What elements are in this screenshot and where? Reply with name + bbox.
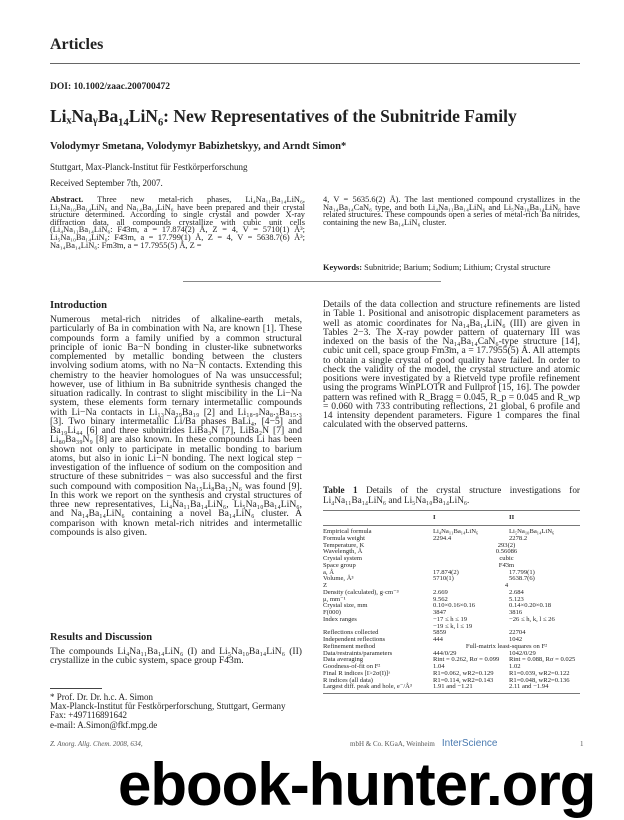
footnote-line: Fax: +497116891642: [50, 710, 127, 721]
introduction-section: [50, 300, 302, 537]
row-label: Reflections collected: [323, 629, 379, 637]
cell-ii: −26 ≤ h, k, l ≤ 26: [509, 615, 555, 623]
row-label: Refinement method: [323, 642, 376, 650]
cell-ii: Rint = 0.088, Rσ = 0.025: [509, 656, 576, 664]
row-label: Largest diff. peak and hole, e⁻/Å³: [323, 683, 412, 691]
cell-i: Rint = 0.262, Rσ = 0.099: [433, 656, 500, 664]
cell-shared: 293(2): [497, 541, 516, 549]
abstract-right: 4, V = 5635.6(2) Å). The last mentioned compound crystallizes in the Na₁₄Ba₁₄CaN₆ type, and both Li₄Na₁₁Ba₁₄LiN₆ and Li₅Na₁₀Ba₁₄LiN₆ have related structures. These compounds open a series of metal-rich Ba nitrides, containing the new Ba₁₄LiN₆ cluster.: [323, 195, 580, 227]
row-label: R indices (all data): [323, 676, 373, 684]
authors: Volodymyr Smetana, Volodymyr Babizhetskyy, and Arndt Simon*: [50, 141, 347, 152]
cell-i: 3847: [433, 609, 447, 616]
cell-shared: 0.56086: [495, 548, 518, 556]
row-label: Space group: [323, 561, 356, 569]
cell-ii: 17.799(1): [509, 568, 535, 576]
table-row: [323, 684, 580, 691]
row-label: Density (calculated), g·cm⁻³: [323, 588, 399, 596]
journal-citation: Z. Anorg. Allg. Chem. 2008, 634,: [50, 740, 143, 748]
cell-ii: Li₅Na₁₀Ba₁₄LiN₆: [509, 528, 555, 535]
results-section: [50, 632, 302, 666]
footnote-line: * Prof. Dr. Dr. h.c. A. Simon: [50, 692, 154, 702]
cell-i: 1.04: [433, 663, 445, 670]
row-label: Data/restraints/parameters: [323, 649, 393, 657]
cell-i: Li₄Na₁₁Ba₁₄LiN₆: [433, 528, 479, 535]
cell-i: −17 ≤ h ≤ 19: [433, 615, 468, 623]
cell-ii: 2.684: [509, 588, 524, 596]
row-label: Wavelength, Å: [323, 548, 363, 556]
table-caption: [323, 486, 580, 505]
table-label: Table 1: [323, 485, 358, 495]
cell-i: 444/0/29: [433, 649, 457, 657]
doi[interactable]: DOI: 10.1002/zaac.200700472: [50, 82, 171, 92]
row-label: Crystal system: [323, 555, 363, 562]
footnote-rule: [50, 688, 102, 689]
row-label: a, Å: [323, 568, 334, 576]
row-label: Independent reflections: [323, 636, 386, 643]
cell-ii: 2.11 and −1.94: [509, 683, 549, 691]
interscience-logo: InterScience: [441, 738, 498, 749]
cell-shared: cubic: [499, 555, 514, 562]
cell-shared: 4: [504, 582, 509, 589]
abstract-separator: [183, 281, 441, 282]
cell-i: 9.562: [433, 595, 448, 603]
row-label: Volume, Å³: [323, 575, 354, 583]
cell-ii: 0.14×0.20×0.18: [509, 602, 552, 610]
affiliation: Stuttgart, Max-Planck-Institut für Festkörperforschung: [50, 162, 248, 172]
cell-i: R1=0.062, wR2=0.129: [433, 669, 494, 677]
abstract-label: Abstract.: [50, 195, 84, 204]
cell-i: 1.91 and −1.21: [433, 683, 473, 691]
cell-i: 5710(1): [433, 575, 454, 583]
row-label: Index ranges: [323, 615, 357, 623]
table-caption-text: Details of the crystal structure investigations for Li₄Na₁₁Ba₁₄LiN₆ and Li₅Na₁₀Ba₁₄LiN₆.: [323, 485, 580, 505]
footnote: [50, 693, 302, 730]
table-1: [323, 510, 580, 694]
row-label: μ, mm⁻¹: [323, 595, 346, 603]
row-label: Goodness-of-fit on F²: [323, 663, 381, 670]
cell-ii: 2278.2: [509, 534, 528, 542]
row-label: Z: [323, 582, 328, 589]
page-number: 1: [580, 740, 584, 748]
keywords-text: Subnitride; Barium; Sodium; Lithium; Crystal structure: [362, 263, 551, 272]
cell-ii: 3816: [509, 609, 523, 616]
table-row: [323, 576, 580, 583]
row-label: Data averaging: [323, 656, 364, 664]
abstract-left: [50, 196, 305, 249]
table-body: [323, 526, 580, 693]
cell-i: 0.10×0.16×0.16: [433, 602, 476, 610]
col-header-ii: II: [509, 513, 515, 521]
table-header: [323, 511, 580, 526]
publisher-line: [350, 738, 497, 750]
table-row: [323, 590, 580, 597]
cell-shared: F4̄3m: [498, 561, 515, 569]
cell-i: 2.669: [433, 588, 448, 596]
cell-ii: 22704: [509, 629, 526, 637]
cell-ii: 1.02: [509, 663, 521, 670]
right-column-text: Details of the data collection and structure refinements are listed in Table 1. Positional and anisotropic displacement parameters as well as atomic coordinates for Na₁₄Ba₁₄LiN₆ (III) are given in Tables 2−3. The X-ray powder pattern of quaternary III was indexed on the basis of the Na₁₄Ba₁₄CaN₆-type structure [14], cubic unit cell, space group Fm3̄m, a = 17.7955(5) Å. All attempts to obtain a single crystal of good quality have failed. In order to check the validity of the model, the crystal structure and atomic positions were investigated by a Rietveld type profile refinement using the programs WinPLOTR and Fullprof [15, 16]. The powder pattern was refined with R_Bragg = 0.045, R_p = 0.045 and R_wp = 0.060 with 733 contributing reflections, 21 global, 6 profile and 14 intensity dependent parameters. Figure 1 compares the final calculated with the observed patterns.: [323, 299, 580, 431]
cell-i: 5859: [433, 629, 447, 637]
row-label: Temperature, K: [323, 541, 365, 549]
cell-i: 2294.4: [433, 534, 452, 542]
results-text: The compounds Li₄Na₁₁Ba₁₄LiN₆ (I) and Li₅Na₁₀Ba₁₄LiN₆ (II) crystallize in the cubic system, space group F4̄3m.: [50, 646, 302, 667]
footnote-line: Max-Planck-Institut für Festkörperforschung, Stuttgart, Germany: [50, 701, 286, 712]
cell-i: 444: [433, 636, 443, 643]
header-rule: [50, 63, 580, 64]
footnote-email[interactable]: e-mail: A.Simon@fkf.mpg.de: [50, 719, 158, 730]
received-date: Received September 7th, 2007.: [50, 178, 163, 188]
cell-i: −19 ≤ k, l ≤ 19: [433, 622, 473, 630]
row-label: Formula weight: [323, 534, 365, 542]
cell-ii: R1=0.048, wR2=0.136: [509, 676, 570, 684]
row-label: F(000): [323, 609, 341, 616]
introduction-heading: Introduction: [50, 300, 107, 311]
cell-ii: 5.123: [509, 595, 524, 603]
watermark: ebook-hunter.org: [118, 751, 596, 818]
cell-i: 17.874(2): [433, 568, 459, 576]
cell-i: R1=0.114, wR2=0.143: [433, 676, 494, 684]
article-title: LiₓNaᵧBa₁₄LiN₆: New Representatives of the Subnitride Family: [50, 106, 517, 126]
row-label: Crystal size, mm: [323, 602, 368, 610]
row-label: Empirical formula: [323, 528, 372, 535]
row-label: Final R indices [I>2σ(I)]ᵃ: [323, 669, 391, 677]
cell-ii: 1042/0/29: [509, 649, 536, 657]
cell-ii: 1042: [509, 636, 523, 643]
publisher: mbH & Co. KGaA, Weinheim: [350, 740, 435, 748]
section-heading: Articles: [50, 36, 104, 53]
cell-ii: R1=0.039, wR2=0.122: [509, 669, 570, 677]
introduction-text: Numerous metal-rich nitrides of alkaline-earth metals, particularly of Ba in combination with Na, are known [1]. These compounds form a family unified by a common structural principle of ionic Ba−N bonding in cluster-like subnetworks complemented by metallic bonding between the clusters involving sodium atoms, with no Na−N contacts. Extending this chemistry to the heavier homologues of Na was unsuccessful; however, use of lithium in Ba subnitride synthesis changed the situation radically. In contrast to slight miscibility in the Li−Na system, these elements form ternary intermetallic compounds with Li−Na contacts in Li₁₃Na₂₉Ba₁₉ [2] and Li₁₈.₉Na₈.₃Ba₁₅.₃ [3]. Two binary intermetallic Li/Ba phases BaLi₄, [4−5] and Ba₁₉Li₄₄ [6] and three subnitrides LiBa₃N [7], LiBa₂N [7] and Li₈₀Ba₃₉N₉ [8] are also known. In these compounds Li has been shown not only to participate in metallic bonding to barium atoms, but also in ionic Li−N bonding. The next logical step − investigation of the influence of sodium on the composition and structure of these subnitrides − was also successful and the first such compound with composition Na₁₅Li₈Ba₁₂N₆ was found [9]. In this work we report on the synthesis and crystal structures of three new representatives, Li₄Na₁₁Ba₁₄LiN₆, Li₅Na₁₀Ba₁₄LiN₆, and Na₁₄Ba₁₄LiN₆ containing a novel Ba₁₄LiN₆ cluster. A comparison with known metal-rich nitrides and intermetallic compounds is also given.: [50, 314, 302, 538]
abstract-text: Three new metal-rich phases, Li₄Na₁₁Ba₁₄LiN₆, Li₅Na₁₀Ba₁₄LiN₆ and Na₁₄Ba₁₄LiN₆ have been prepared and their crystal structure determined. According to single crystal and powder X-ray diffraction data, all compounds crystallize with cubic unit cells (Li₄Na₁₁Ba₁₄LiN₆: F4̄3m, a = 17.874(2) Å, Z = 4, V = 5710(1) Å³; Li₅Na₁₀Ba₁₄LiN₆: F4̄3m, a = 17.799(1) Å, Z = 4, V = 5638.7(6) Å³; Na₁₄Ba₁₄LiN₆: Fm3̄m, a = 17.7955(5) Å, Z =: [50, 195, 305, 250]
table-row: [323, 556, 580, 563]
cell-ii: 5638.7(6): [509, 575, 535, 583]
right-column: [323, 300, 580, 430]
keywords: [323, 263, 580, 272]
results-heading: Results and Discussion: [50, 632, 153, 643]
col-header-i: I: [433, 513, 436, 521]
cell-shared: Full-matrix least-squares on F²: [465, 642, 548, 650]
keywords-label: Keywords:: [323, 263, 363, 272]
table-row: [323, 603, 580, 610]
